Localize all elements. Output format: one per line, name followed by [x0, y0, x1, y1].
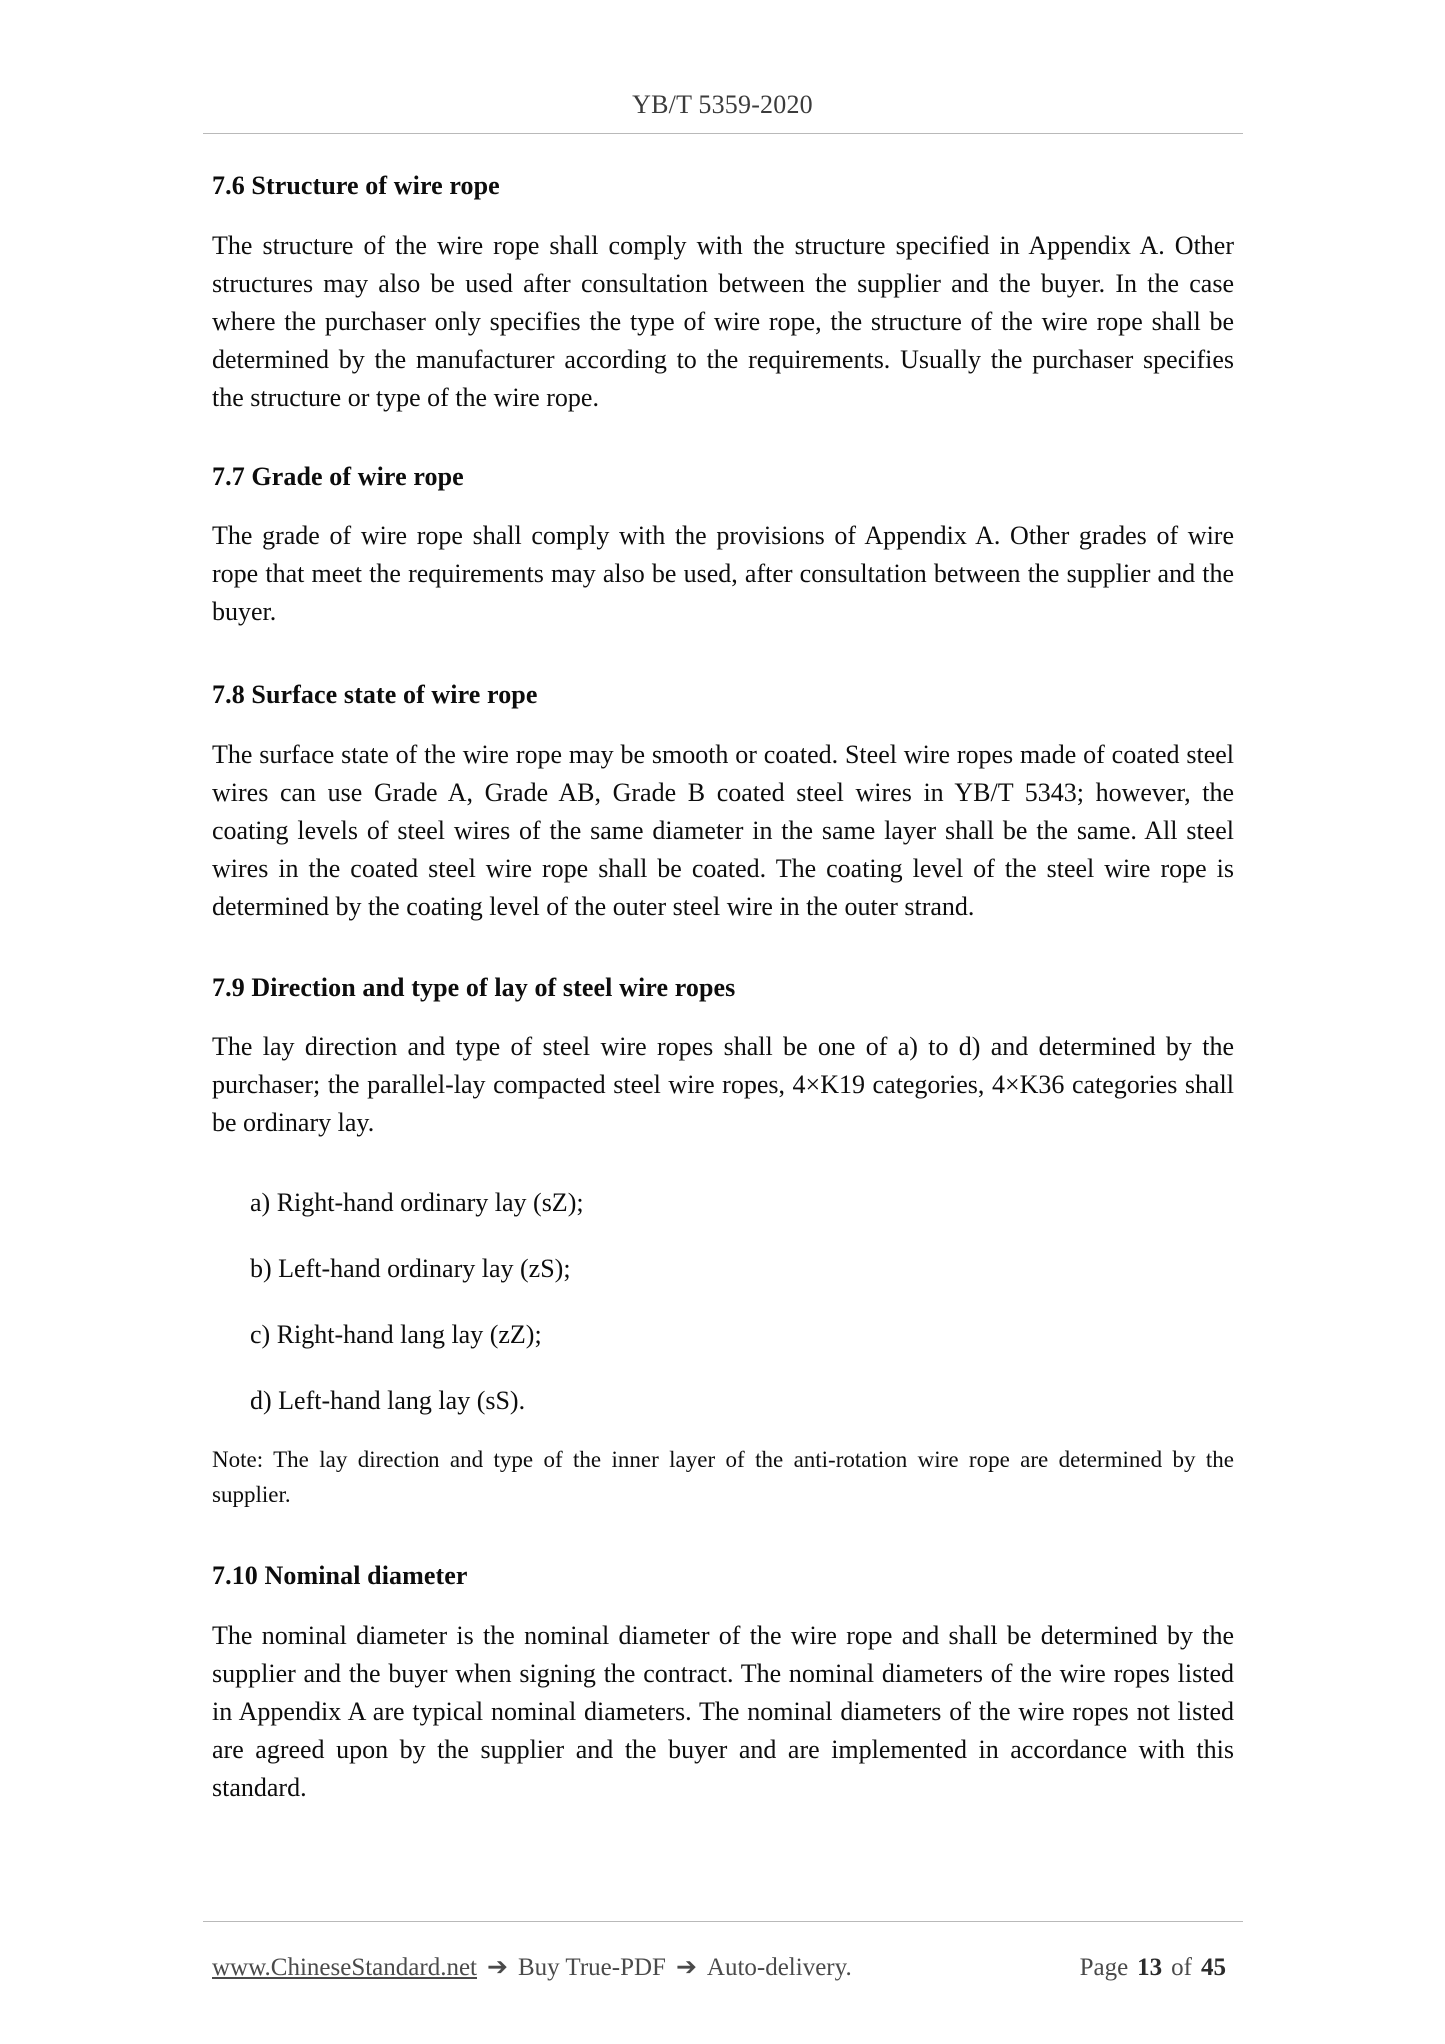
section-paragraph-7-6: The structure of the wire rope shall comply with the structure specified in Appendix A. Other structures may also be used after consultation between the supplier and the buyer. In the case where the purchaser only specifies the type of wire rope, the structure of the wire rope shall be determined by the manufacturer according to the requirements. Usually the purchaser specifies the structure or type of the wire rope. — [212, 230, 1234, 412]
website-link[interactable]: www.ChineseStandard.net — [212, 1954, 477, 1981]
section-paragraph-7-10: The nominal diameter is the nominal diameter of the wire rope and shall be determined by the supplier and the buyer when signing the contract. The nominal diameters of the wire ropes listed in Appendix A are typical nominal diameters. The nominal diameters of the wire ropes not listed are agreed upon by the supplier and the buyer and are implemented in accordance with this standard. — [212, 1620, 1234, 1802]
section-heading-7-6: 7.6 Structure of wire rope — [212, 171, 500, 200]
lay-type-list — [212, 1184, 1234, 1420]
arrow-right-icon: ➔ — [487, 1954, 508, 1981]
section-7-10 — [212, 1560, 1234, 1807]
section-7-7 — [212, 461, 1234, 632]
header-divider — [203, 133, 1243, 134]
section-paragraph-7-9: The lay direction and type of steel wire ropes shall be one of a) to d) and determined by the purchaser; the parallel-lay compacted steel wire ropes, 4×K19 categories, 4×K36 categories shall be ordinary lay. — [212, 1032, 1234, 1137]
section-heading-7-8: 7.8 Surface state of wire rope — [212, 680, 538, 709]
of-label: of — [1171, 1954, 1192, 1981]
section-heading-7-9: 7.9 Direction and type of lay of steel wire ropes — [212, 972, 736, 1002]
spacer — [212, 954, 1234, 972]
section-7-8 — [212, 679, 1234, 926]
page-indicator — [1080, 1954, 1234, 1982]
section-paragraph-7-7: The grade of wire rope shall comply with the provisions of Appendix A. Other grades of wire rope that meet the requirements may also be used, after consultation between the supplier and the buyer. — [212, 521, 1234, 626]
list-item: a) Right-hand ordinary lay (sZ); — [250, 1188, 584, 1217]
page-header — [0, 90, 1445, 120]
arrow-right-icon: ➔ — [675, 1954, 697, 1981]
spacer — [212, 1540, 1234, 1560]
section-note-7-9: Note: The lay direction and type of the inner layer of the anti-rotation wire rope are determined by the supplier. — [212, 1447, 1234, 1507]
standard-code: YB/T 5359-2020 — [632, 90, 813, 119]
total-page-number: 45 — [1201, 1954, 1226, 1981]
current-page-number: 13 — [1137, 1954, 1163, 1981]
list-item: c) Right-hand lang lay (zZ); — [250, 1320, 542, 1349]
section-heading-7-10: 7.10 Nominal diameter — [212, 1561, 468, 1590]
section-paragraph-7-8: The surface state of the wire rope may be smooth or coated. Steel wire ropes made of coated steel wires can use Grade A, Grade AB, Grade B coated steel wires in YB/T 5343; however, the coating levels of steel wires of the same diameter in the same layer shall be the same. All steel wires in the coated steel wire rope shall be coated. The coating level of the steel wire rope is determined by the coating level of the outer steel wire in the outer strand. — [212, 739, 1234, 921]
section-heading-7-7: 7.7 Grade of wire rope — [212, 461, 464, 491]
section-7-6 — [212, 170, 1234, 417]
document-body — [212, 170, 1234, 1807]
spacer — [212, 1420, 1234, 1442]
list-item: d) Left-hand lang lay (sS). — [250, 1386, 526, 1415]
buy-label: Buy True-PDF — [517, 1954, 666, 1981]
section-7-9 — [212, 972, 1234, 1513]
footer-divider — [203, 1921, 1243, 1922]
page-label: Page — [1079, 1954, 1129, 1981]
list-item: b) Left-hand ordinary lay (zS); — [250, 1254, 571, 1283]
spacer — [212, 1168, 1234, 1184]
footer-promo — [212, 1952, 852, 1982]
delivery-label: Auto-delivery. — [706, 1954, 852, 1981]
page-footer — [212, 1952, 1234, 1982]
spacer — [212, 659, 1234, 679]
spacer — [212, 445, 1234, 461]
